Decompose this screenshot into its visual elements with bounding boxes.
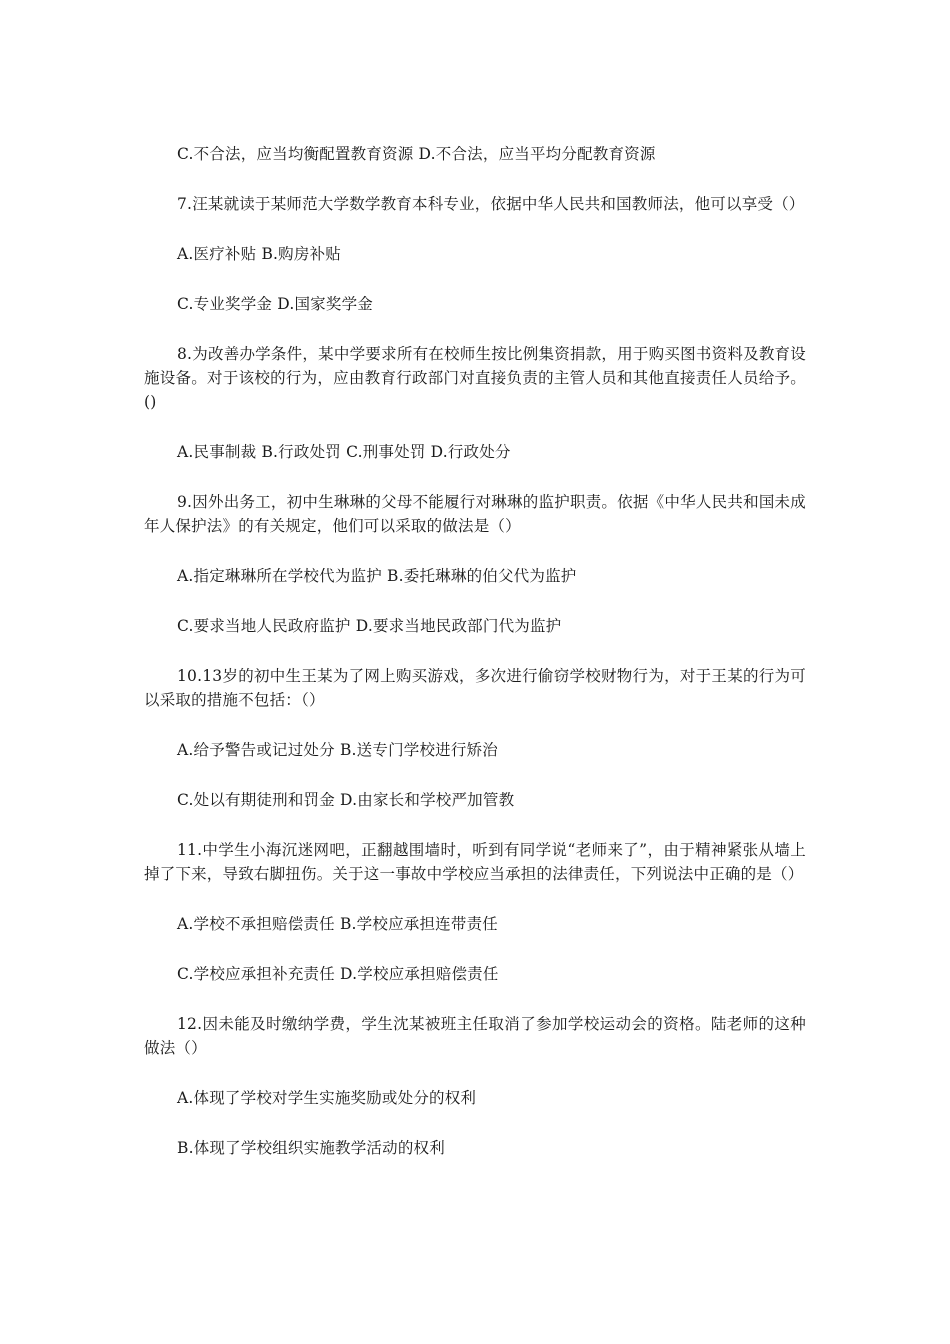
option-line: A.给予警告或记过处分 B.送专门学校进行矫治 — [177, 741, 498, 759]
option-line: A.指定琳琳所在学校代为监护 B.委托琳琳的伯父代为监护 — [177, 567, 577, 585]
option-line: C.处以有期徒刑和罚金 D.由家长和学校严加管教 — [177, 791, 515, 809]
option-line: C.不合法，应当均衡配置教育资源 D.不合法，应当平均分配教育资源 — [177, 145, 656, 163]
question-10: 10.13岁的初中生王某为了网上购买游戏，多次进行偷窃学校财物行为，对于王某的行为可以采取的措施不包括：（） — [144, 667, 806, 709]
option-line: B.体现了学校组织实施教学活动的权利 — [177, 1139, 445, 1157]
option-line: A.医疗补贴 B.购房补贴 — [177, 245, 341, 263]
option-line: A.体现了学校对学生实施奖励或处分的权利 — [177, 1089, 477, 1107]
document-body — [144, 142, 806, 1186]
question-8: 8.为改善办学条件，某中学要求所有在校师生按比例集资捐款，用于购买图书资料及教育设施设备。对于该校的行为，应由教育行政部门对直接负责的主管人员和其他直接责任人员给予。() — [144, 345, 806, 411]
option-line: C.要求当地人民政府监护 D.要求当地民政部门代为监护 — [177, 617, 562, 635]
option-line: C.专业奖学金 D.国家奖学金 — [177, 295, 373, 313]
question-11: 11.中学生小海沉迷网吧，正翻越围墙时，听到有同学说“老师来了”，由于精神紧张从墙上掉了下来，导致右脚扭伤。关于这一事故中学校应当承担的法律责任，下列说法中正确的是（） — [144, 841, 806, 883]
option-line: A.民事制裁 B.行政处罚 C.刑事处罚 D.行政处分 — [177, 443, 511, 461]
option-line: C.学校应承担补充责任 D.学校应承担赔偿责任 — [177, 965, 499, 983]
question-9: 9.因外出务工，初中生琳琳的父母不能履行对琳琳的监护职责。依据《中华人民共和国未成年人保护法》的有关规定，他们可以采取的做法是（） — [144, 493, 806, 535]
question-12: 12.因未能及时缴纳学费，学生沈某被班主任取消了参加学校运动会的资格。陆老师的这种做法（） — [144, 1015, 806, 1057]
question-7: 7.汪某就读于某师范大学数学教育本科专业，依据中华人民共和国教师法，他可以享受（） — [177, 195, 805, 213]
option-line: A.学校不承担赔偿责任 B.学校应承担连带责任 — [177, 915, 498, 933]
